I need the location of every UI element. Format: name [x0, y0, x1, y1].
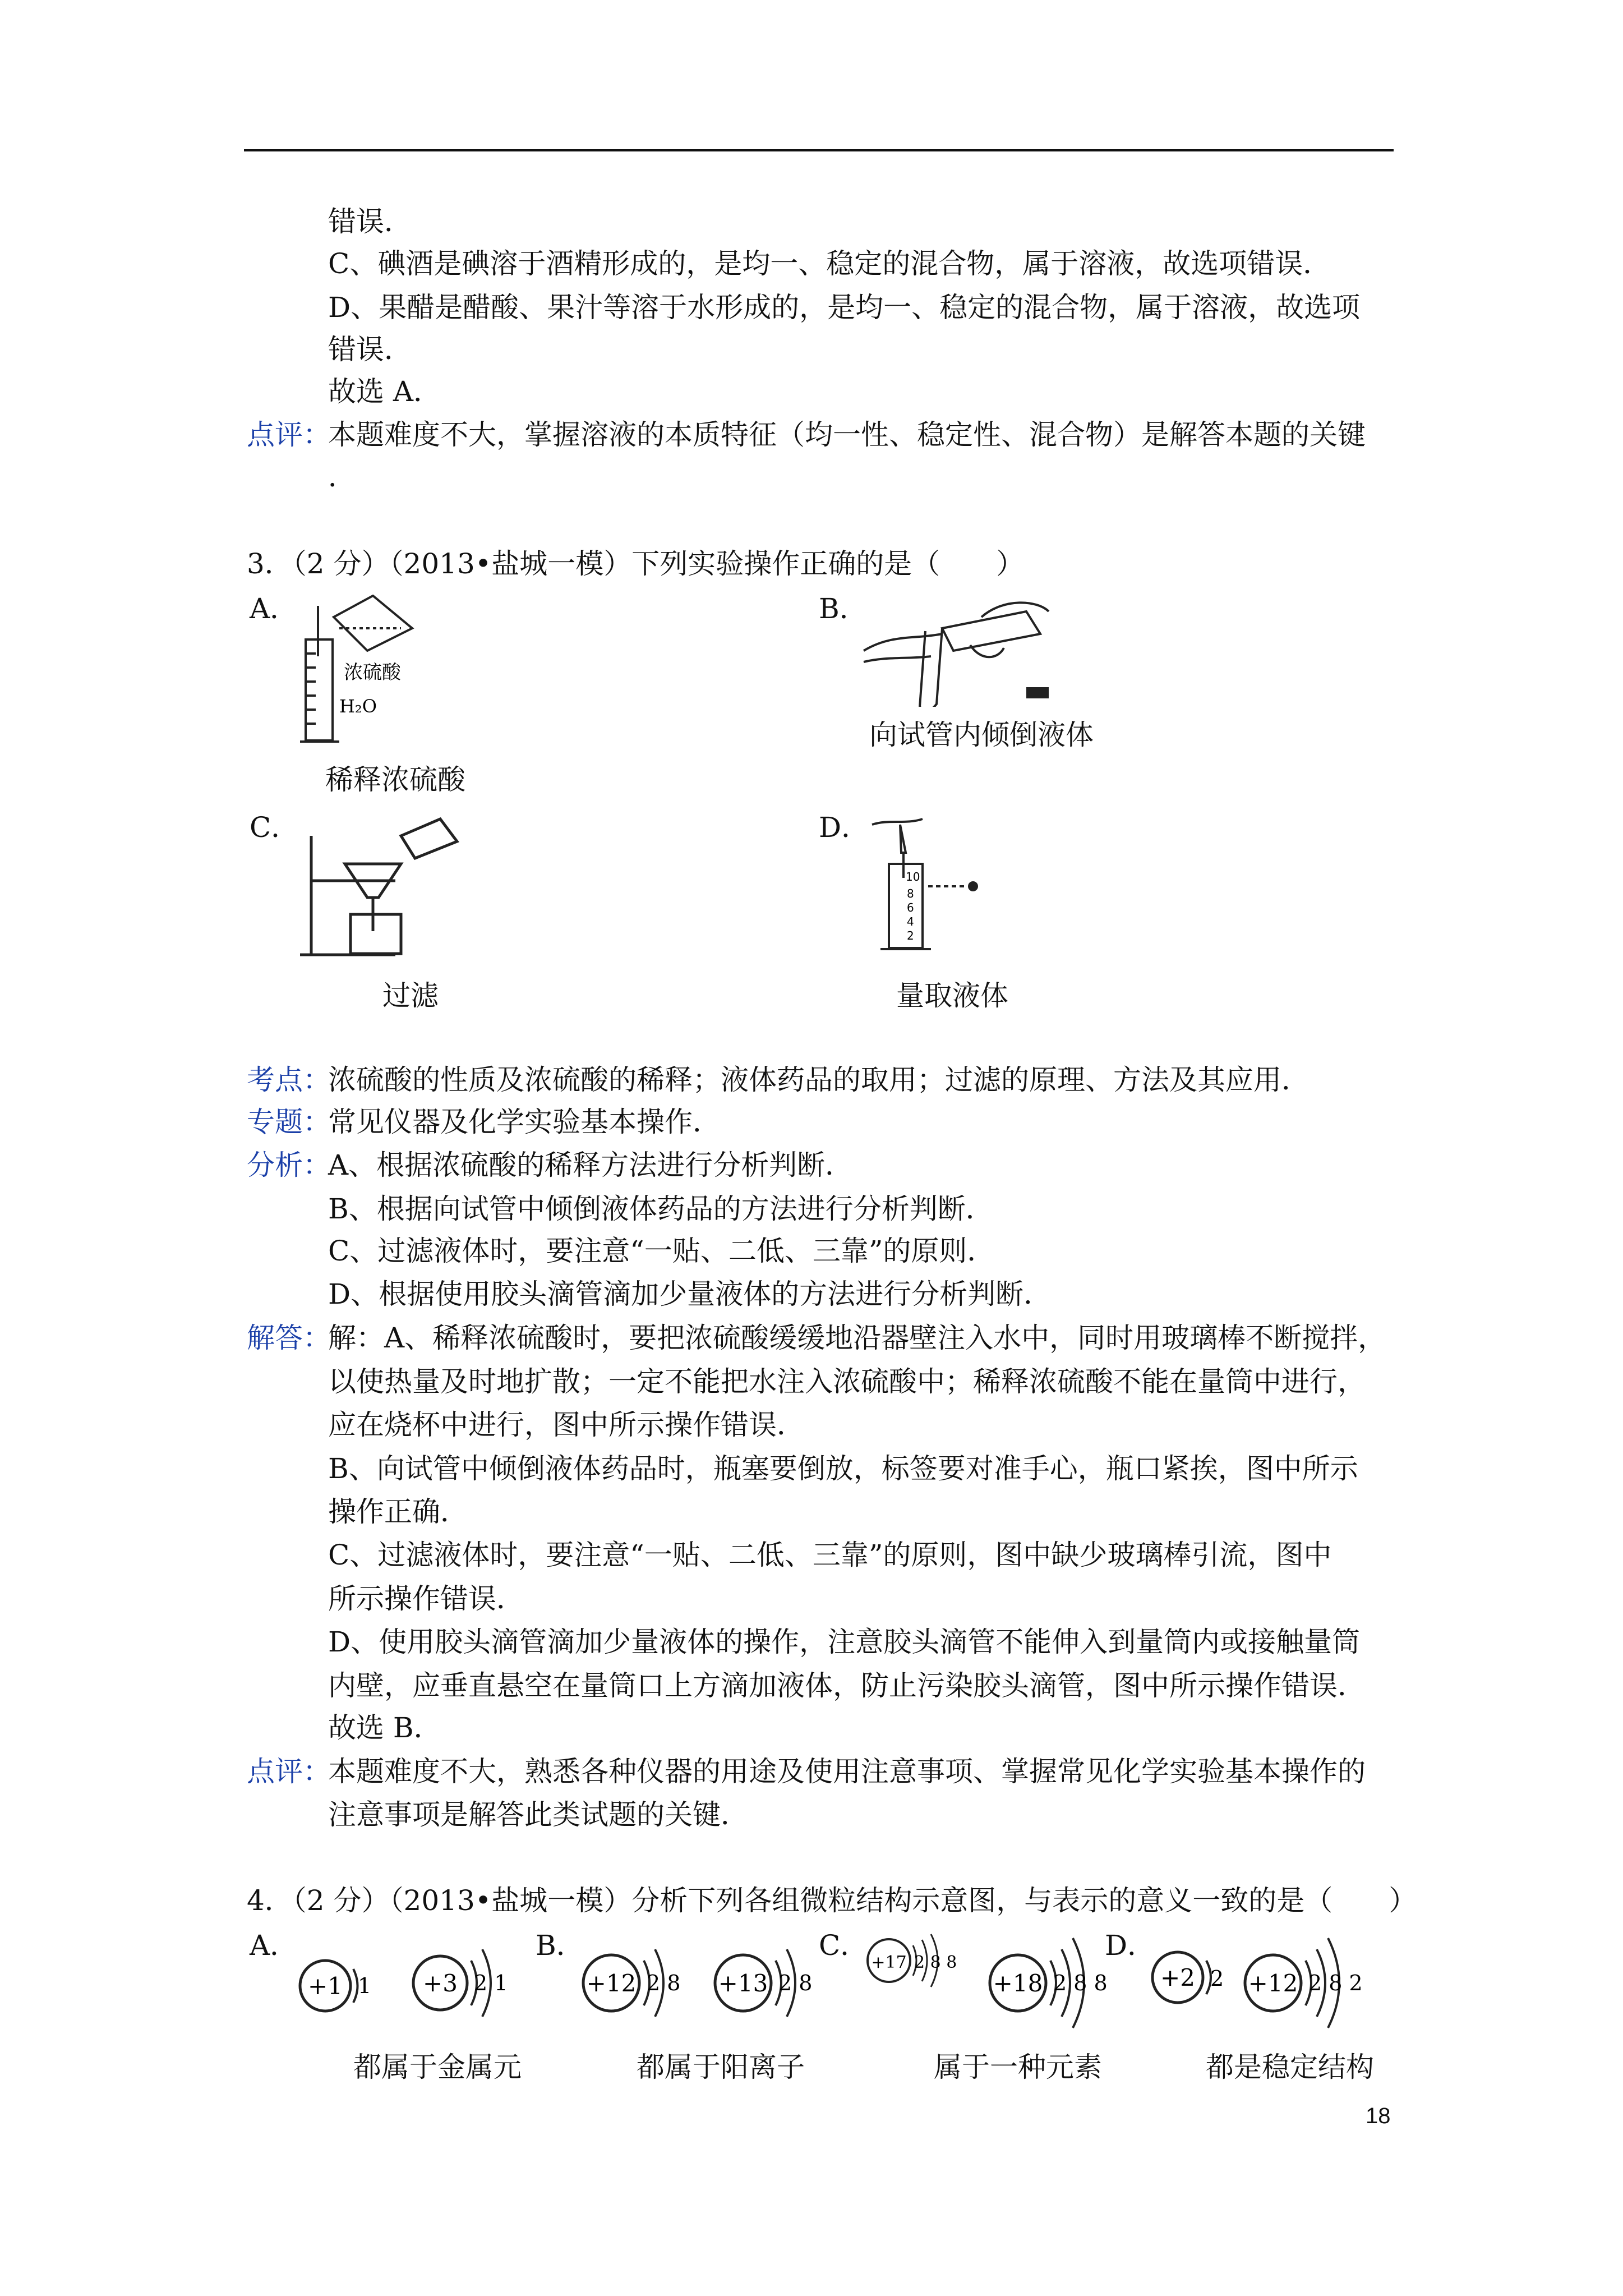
page-number: 18	[1366, 2104, 1391, 2128]
cylinder-tick-2: 2	[907, 929, 914, 942]
jieda-line-8: D、使用胶头滴管滴加少量液体的操作，注意胶头滴管不能伸入到量筒内或接触量筒	[328, 1626, 1361, 1658]
prev-line-1: 错误．	[328, 205, 412, 238]
jieda-line-7: 所示操作错误．	[328, 1582, 524, 1615]
caption-d: 量取液体	[896, 979, 1008, 1012]
jieda-label: 解答：	[247, 1322, 331, 1354]
jieda-line-2: 以使热量及时地扩散；一定不能把水注入浓硫酸中；稀释浓硫酸不能在量筒中进行，	[328, 1365, 1366, 1398]
atom-diagram-2	[407, 1935, 524, 2031]
zhuanti-label: 专题：	[247, 1106, 331, 1138]
q4-option-a-label: A．	[250, 1929, 298, 1962]
acid-label: 浓硫酸	[344, 661, 401, 684]
atom-4-nucleus: +13	[718, 1970, 768, 1997]
atom-5-nucleus: +17	[871, 1953, 907, 1972]
prev-option-d-2: 错误．	[328, 333, 412, 366]
prev-comment-2: ．	[328, 461, 356, 493]
atom-diagram-1	[292, 1944, 387, 2028]
prev-option-c: C、碘酒是碘溶于酒精形成的，是均一、稳定的混合物，属于溶液，故选项错误．	[328, 247, 1331, 280]
atom-6-nucleus: +18	[993, 1970, 1043, 1997]
jieda-line-4: B、向试管中倾倒液体药品时，瓶塞要倒放，标签要对准手心，瓶口紧挨，图中所示	[328, 1452, 1358, 1485]
atom-diagram-3	[578, 1935, 695, 2031]
dianping-label: 点评：	[247, 1755, 331, 1788]
water-label: H₂O	[339, 696, 377, 717]
jieda-line-3: 应在烧杯中进行，图中所示操作错误．	[328, 1409, 805, 1441]
filtration-figure	[294, 813, 463, 959]
atom-1-nucleus: +1	[308, 1972, 343, 2000]
prev-comment-1: 本题难度不大，掌握溶液的本质特征（均一性、稳定性、混合物）是解答本题的关键	[328, 418, 1366, 451]
q4-stem: 4．（2 分）（2013•盐城一模）分析下列各组微粒结构示意图，与表示的意义一致的是（ ）	[247, 1884, 1417, 1917]
cylinder-tick-8: 8	[907, 887, 914, 900]
measure-liquid-figure	[866, 808, 1001, 954]
atom-2-nucleus: +3	[423, 1970, 458, 1997]
zhuanti-text: 常见仪器及化学实验基本操作．	[328, 1106, 721, 1138]
q4-option-c-label: C．	[819, 1929, 869, 1962]
prev-answer: 故选 A．	[328, 375, 442, 408]
jieda-line-9: 内壁，应垂直悬空在量筒口上方滴加液体，防止污染胶头滴管，图中所示操作错误．	[328, 1669, 1366, 1702]
atom-1-shells: 1	[358, 1973, 372, 1998]
atom-8-nucleus: +12	[1248, 1970, 1298, 1997]
cylinder-tick-4: 4	[907, 915, 914, 928]
fenxi-a: A、根据浓硫酸的稀释方法进行分析判断．	[328, 1149, 854, 1181]
q3-option-c-label: C．	[250, 811, 299, 844]
atom-6-shells: 2 8 8	[1053, 1971, 1108, 1995]
q4-caption-d: 都是稳定结构	[1206, 2051, 1374, 2083]
cylinder-tick-6: 6	[907, 901, 914, 914]
q3-option-b-label: B．	[819, 592, 868, 625]
atom-7-shells: 2	[1210, 1966, 1224, 1991]
fenxi-c: C、过滤液体时，要注意“一贴、二低、三靠”的原则．	[328, 1235, 995, 1267]
pour-liquid-figure	[858, 595, 1060, 707]
header-rule	[244, 149, 1394, 151]
q4-caption-b: 都属于阳离子	[637, 2051, 805, 2083]
atom-3-shells: 2 8	[647, 1971, 681, 1995]
fenxi-b: B、根据向试管中倾倒液体药品的方法进行分析判断．	[328, 1193, 994, 1225]
atom-diagram-5	[864, 1930, 976, 2019]
caption-a: 稀释浓硫酸	[325, 763, 465, 796]
atom-diagram-6	[984, 1930, 1130, 2031]
q4-option-b-label: B．	[536, 1929, 584, 1962]
atom-7-nucleus: +2	[1160, 1964, 1195, 1991]
q4-caption-c: 属于一种元素	[934, 2051, 1102, 2083]
q4-option-d-label: D．	[1105, 1929, 1156, 1962]
dilute-acid-figure	[283, 595, 468, 746]
atom-5-shells: 2 8 8	[914, 1953, 957, 1972]
q3-option-a-label: A．	[250, 592, 298, 625]
kaodian-text: 浓硫酸的性质及浓硫酸的稀释；液体药品的取用；过滤的原理、方法及其应用．	[328, 1064, 1310, 1096]
atom-8-shells: 2 8 2	[1308, 1971, 1363, 1995]
q3-option-d-label: D．	[819, 811, 870, 844]
dianping-line-2: 注意事项是解答此类试题的关键．	[328, 1798, 749, 1831]
jieda-line-6: C、过滤液体时，要注意“一贴、二低、三靠”的原则，图中缺少玻璃棒引流，图中	[328, 1539, 1332, 1571]
fenxi-d: D、根据使用胶头滴管滴加少量液体的方法进行分析判断．	[328, 1278, 1052, 1310]
atom-diagram-8	[1239, 1930, 1385, 2031]
atom-2-shells: 2 1	[474, 1971, 508, 1995]
prev-comment-label: 点评：	[247, 418, 331, 451]
jieda-line-1: 解：A、稀释浓硫酸时，要把浓硫酸缓缓地沿器壁注入水中，同时用玻璃棒不断搅拌，	[328, 1322, 1386, 1354]
q3-stem: 3．（2 分）（2013•盐城一模）下列实验操作正确的是（ ）	[247, 547, 1025, 580]
atom-diagram-4	[709, 1935, 827, 2031]
jieda-line-10: 故选 B．	[328, 1711, 442, 1744]
caption-b: 向试管内倾倒液体	[869, 719, 1094, 751]
atom-3-nucleus: +12	[586, 1970, 637, 1997]
cylinder-tick-10: 10	[906, 870, 920, 884]
kaodian-label: 考点：	[247, 1064, 331, 1096]
jieda-line-5: 操作正确．	[328, 1496, 468, 1528]
atom-4-shells: 2 8	[778, 1971, 813, 1995]
q4-caption-a: 都属于金属元	[353, 2051, 522, 2083]
prev-option-d-1: D、果醋是醋酸、果汁等溶于水形成的，是均一、稳定的混合物，属于溶液，故选项	[328, 291, 1361, 324]
caption-c: 过滤	[382, 979, 439, 1012]
fenxi-label: 分析：	[247, 1149, 331, 1181]
atom-diagram-7	[1147, 1935, 1231, 2019]
dianping-line-1: 本题难度不大，熟悉各种仪器的用途及使用注意事项、掌握常见化学实验基本操作的	[328, 1755, 1366, 1788]
